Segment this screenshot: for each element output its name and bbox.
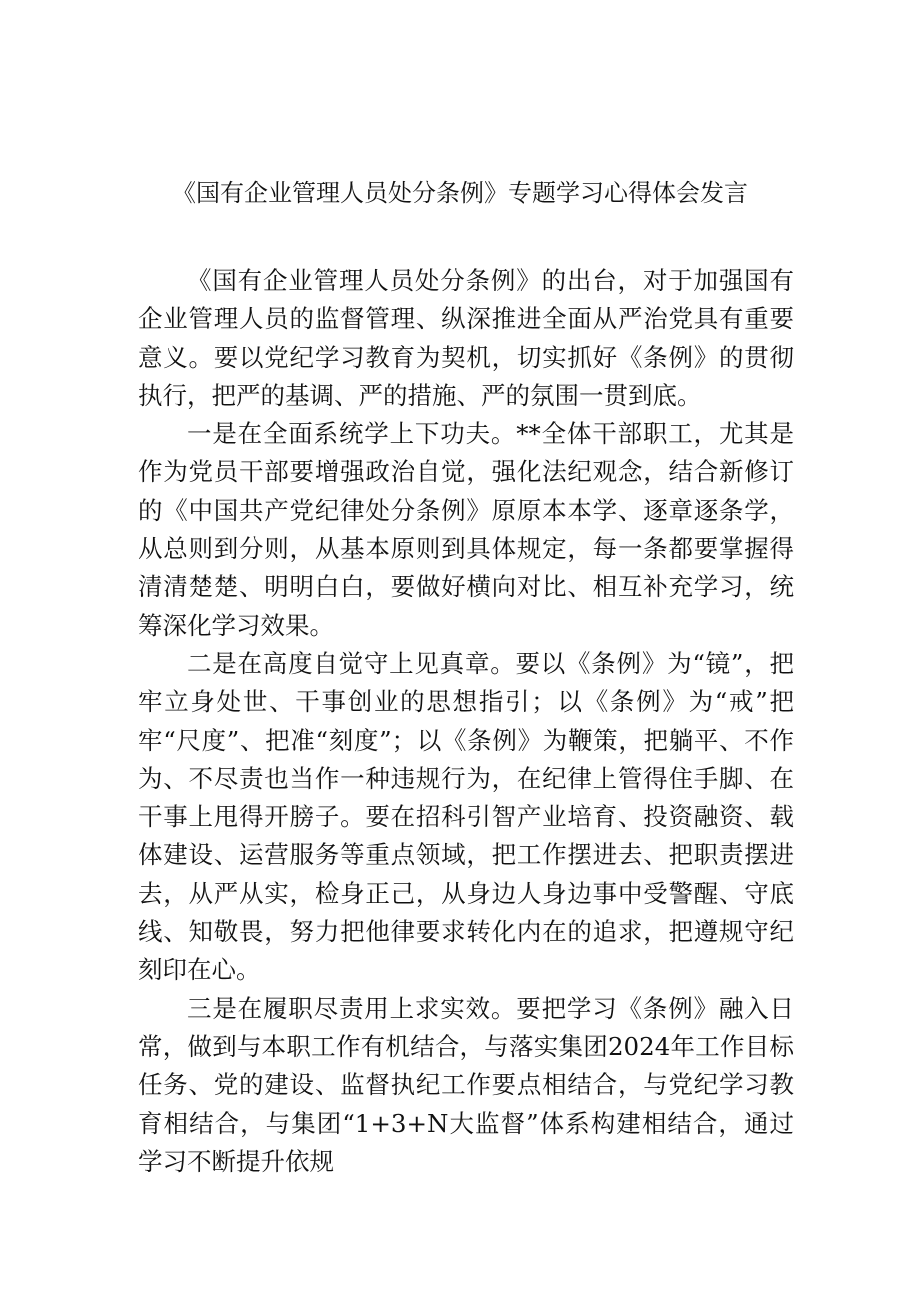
document-title: 《国有企业管理人员处分条例》专题学习心得体会发言 [172,179,748,207]
paragraph-intro: 《国有企业管理人员处分条例》的出台，对于加强国有企业管理人员的监督管理、纵深推进全面从严治党具有重要意义。要以党纪学习教育为契机，切实抓好《条例》的贯彻执行，把严的基调、严的措施、严的氛围一贯到底。 [138,266,794,410]
paragraph-point-two: 二是在高度自觉守上见真章。要以《条例》为“镜”，把牢立身处世、干事创业的思想指引；以《条例》为“戒”把牢“尺度”、把准“刻度”；以《条例》为鞭策，把躺平、不作为、不尽责也当作一种违规行为，在纪律上管得住手脚、在干事上甩得开膀子。要在招科引智产业培育、投资融资、载体建设、运营服务等重点领域，把工作摆进去、把职责摆进去，从严从实，检身正己，从身边人身边事中受警醒、守底线、知敬畏，努力把他律要求转化内在的追求，把遵规守纪刻印在心。 [138,648,794,985]
paragraph-point-one: 一是在全面系统学上下功夫。**全体干部职工，尤其是作为党员干部要增强政治自觉，强化法纪观念，结合新修订的《中国共产党纪律处分条例》原原本本学、逐章逐条学，从总则到分则，从基本原则到具体规定，每一条都要掌握得清清楚楚、明明白白，要做好横向对比、相互补充学习，统筹深化学习效果。 [138,419,794,640]
document-body [138,262,794,1181]
paragraph-point-three: 三是在履职尽责用上求实效。要把学习《条例》融入日常，做到与本职工作有机结合，与落实集团2024年工作目标任务、党的建设、监督执纪工作要点相结合，与党纪学习教育相结合，与集团“1+3+N大监督”体系构建相结合，通过学习不断提升依规 [138,993,794,1176]
